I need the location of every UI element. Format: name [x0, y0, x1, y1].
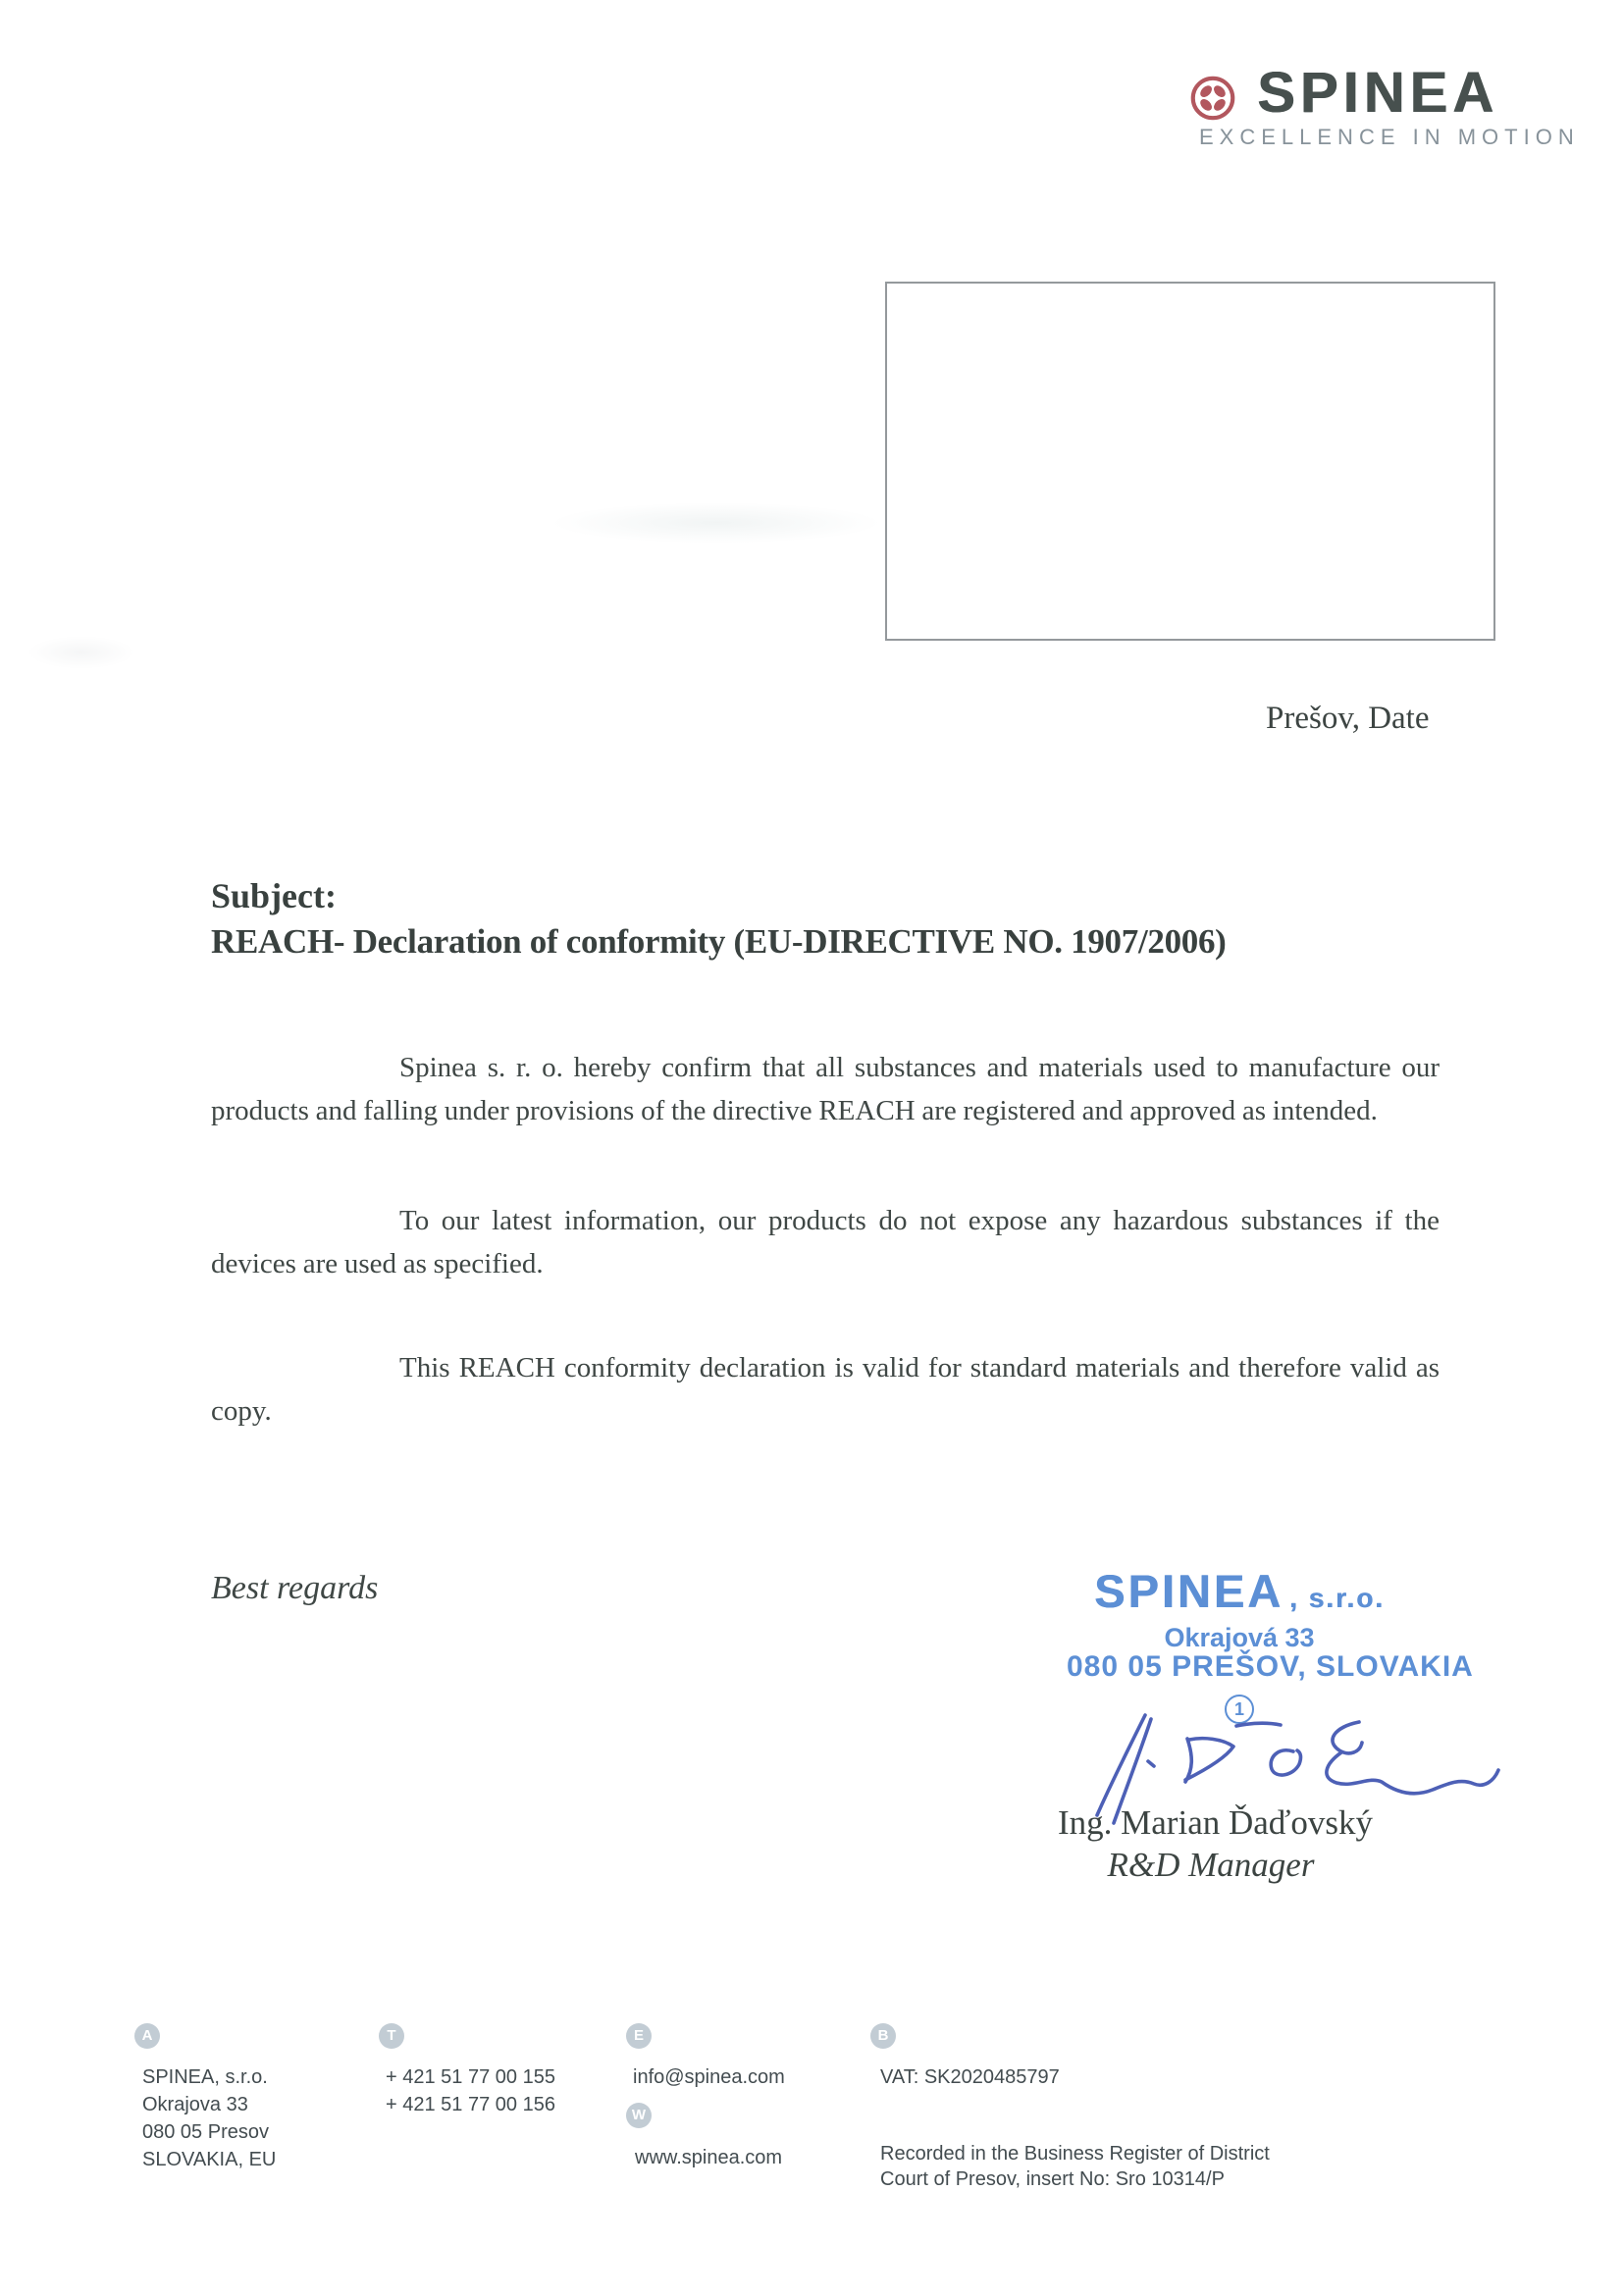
logo-tagline: EXCELLENCE IN MOTION: [1199, 125, 1580, 149]
telephone-icon: T: [379, 2023, 404, 2049]
recipient-address-box: [885, 282, 1495, 641]
footer-phone-line: + 421 51 77 00 155: [386, 2066, 555, 2088]
stamp-suffix: , s.r.o.: [1289, 1583, 1385, 1613]
footer-address-line: 080 05 Presov: [142, 2121, 269, 2143]
signatory-block: [1058, 1801, 1374, 1886]
footer-email: info@spinea.com: [633, 2066, 785, 2088]
stamp-address-city: 080 05 PREŠOV, SLOVAKIA: [1067, 1650, 1474, 1683]
footer-address-line: SPINEA, s.r.o.: [142, 2066, 268, 2088]
signatory-name: Ing. Marian Ďaďovský: [1058, 1803, 1374, 1842]
web-icon: W: [626, 2103, 652, 2128]
place-date: Prešov, Date: [1266, 701, 1430, 736]
footer-address-line: SLOVAKIA, EU: [142, 2149, 277, 2170]
body-paragraph: To our latest information, our products do not expose any hazardous substances if the devices are used as specified.: [211, 1205, 1440, 1279]
spinea-logo-wordmark: SPINEA: [1257, 61, 1498, 125]
subject-block: [211, 873, 1447, 965]
stamp-address-street: Okrajová 33: [1164, 1623, 1315, 1652]
footer-address: [142, 2063, 276, 2173]
footer-phones: [386, 2063, 555, 2118]
stamp-copy-number: 1: [1225, 1695, 1254, 1724]
footer-vat: VAT: SK2020485797: [880, 2066, 1060, 2088]
footer-address-line: Okrajova 33: [142, 2094, 248, 2115]
footer-phone-line: + 421 51 77 00 156: [386, 2094, 555, 2115]
stamp-company-line: [1067, 1565, 1412, 1622]
scan-smudge: [550, 502, 883, 544]
stamp-company: SPINEA: [1094, 1565, 1284, 1617]
spinea-logo-icon: [1190, 76, 1235, 121]
business-registry-icon: B: [870, 2023, 896, 2049]
closing-salutation: Best regards: [211, 1570, 379, 1606]
email-icon: E: [626, 2023, 652, 2049]
body-paragraph: Spinea s. r. o. hereby confirm that all substances and materials used to manufacture our products and falling under provisions of the directive REACH are registered and approved as intended.: [211, 1052, 1440, 1126]
body-paragraph: This REACH conformity declaration is valid for standard materials and therefore valid as copy.: [211, 1352, 1440, 1427]
footer-registry-note: Recorded in the Business Register of District Court of Presov, insert No: Sro 10314/P: [880, 2143, 1270, 2190]
scan-smudge: [27, 636, 135, 669]
subject-title: REACH- Declaration of conformity (EU-DIRECTIVE NO. 1907/2006): [211, 922, 1227, 961]
address-icon: A: [134, 2023, 160, 2049]
footer-website: www.spinea.com: [635, 2147, 783, 2168]
subject-label: Subject:: [211, 876, 337, 915]
signatory-title: R&D Manager: [1107, 1846, 1315, 1884]
company-stamp: [1067, 1565, 1474, 1724]
